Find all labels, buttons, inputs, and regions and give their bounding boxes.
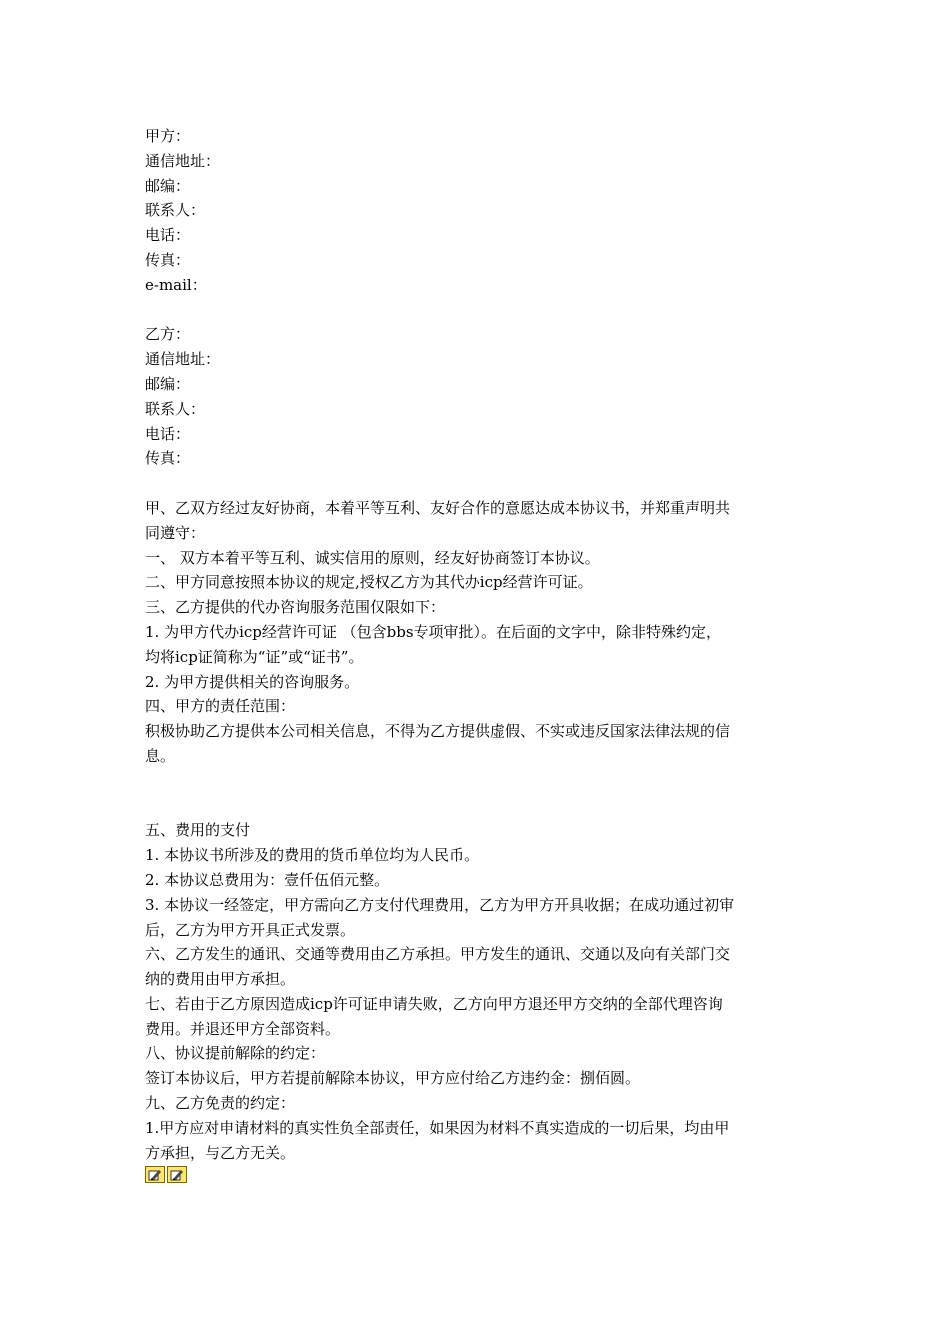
party-a-label: 甲方： xyxy=(145,127,191,145)
spacer xyxy=(145,769,815,819)
clause-9-item-1: 1.甲方应对申请材料的真实性负全部责任，如果因为材料不真实造成的一切后果，均由甲 xyxy=(145,1118,730,1137)
clause-9-item-1-cont: 方承担，与乙方无关。 xyxy=(145,1143,296,1162)
agreement-body-part1 xyxy=(145,496,815,769)
spacer xyxy=(145,471,815,496)
party-b-phone: 电话： xyxy=(145,424,191,443)
party-a-email: e-mail： xyxy=(145,275,207,294)
clause-3-heading: 三、乙方提供的代办咨询服务范围仅限如下： xyxy=(145,598,446,617)
clause-5-item-1: 1. 本协议书所涉及的费用的货币单位均为人民币。 xyxy=(145,846,480,865)
clause-3-item-1-cont: 均将icp证简称为“证”或“证书”。 xyxy=(145,647,364,666)
clause-4-text: 积极协助乙方提供本公司相关信息，不得为乙方提供虚假、不实或违反国家法律法规的信 xyxy=(145,722,731,741)
party-a-fax: 传真： xyxy=(145,250,191,269)
clause-2: 二、甲方同意按照本协议的规定,授权乙方为其代办icp经营许可证。 xyxy=(145,573,593,592)
clause-1: 一、 双方本着平等互利、诚实信用的原则，经友好协商签订本协议。 xyxy=(145,548,600,567)
body-line: 甲、乙双方经过友好协商，本着平等互利、友好合作的意愿达成本协议书，并郑重声明共 xyxy=(145,498,731,517)
clause-3-item-1: 1. 为甲方代办icp经营许可证 （包含bbs专项审批）。在后面的文字中，除非特殊约定， xyxy=(145,622,722,641)
clause-5-item-3: 3. 本协议一经签定，甲方需向乙方支付代理费用，乙方为甲方开具收据；在成功通过初审 xyxy=(145,895,735,914)
clause-5-item-3-cont: 后，乙方为甲方开具正式发票。 xyxy=(145,920,356,939)
clause-5-item-2: 2. 本协议总费用为：壹仟伍佰元整。 xyxy=(145,870,390,889)
clause-8-heading: 八、协议提前解除的约定： xyxy=(145,1044,326,1063)
spacer xyxy=(145,298,815,323)
party-b-block xyxy=(145,322,815,471)
clause-8-text: 签订本协议后，甲方若提前解除本协议，甲方应付给乙方违约金：捌佰圆。 xyxy=(145,1069,641,1088)
clause-7: 七、若由于乙方原因造成icp许可证申请失败，乙方向甲方退还甲方交纳的全部代理咨询 xyxy=(145,994,723,1013)
clause-4-text-cont: 息。 xyxy=(145,746,176,765)
clause-4-heading: 四、甲方的责任范围： xyxy=(145,697,296,716)
edit-icons-toolbar xyxy=(145,1166,815,1183)
clause-9-heading: 九、乙方免责的约定： xyxy=(145,1094,296,1113)
party-a-block xyxy=(145,124,815,298)
clause-5-heading: 五、费用的支付 xyxy=(145,821,251,840)
clause-7-cont: 费用。并退还甲方全部资料。 xyxy=(145,1019,341,1038)
clause-6: 六、乙方发生的通讯、交通等费用由乙方承担。甲方发生的通讯、交通以及向有关部门交 xyxy=(145,945,731,964)
clause-6-cont: 纳的费用由甲方承担。 xyxy=(145,970,296,989)
document-page xyxy=(145,124,815,1183)
party-a-postcode: 邮编： xyxy=(145,176,191,195)
pencil-note-icon[interactable] xyxy=(145,1166,165,1183)
party-a-contact: 联系人： xyxy=(145,201,206,220)
party-b-contact: 联系人： xyxy=(145,399,206,418)
pencil-note-icon[interactable] xyxy=(167,1166,187,1183)
party-a-address: 通信地址： xyxy=(145,151,221,170)
party-b-address: 通信地址： xyxy=(145,350,221,369)
party-a-phone: 电话： xyxy=(145,226,191,245)
clause-3-item-2: 2. 为甲方提供相关的咨询服务。 xyxy=(145,672,360,691)
party-b-postcode: 邮编： xyxy=(145,374,191,393)
party-b-fax: 传真： xyxy=(145,449,191,468)
agreement-body-part2 xyxy=(145,818,815,1165)
party-b-label: 乙方： xyxy=(145,325,191,344)
body-line: 同遵守： xyxy=(145,523,206,542)
